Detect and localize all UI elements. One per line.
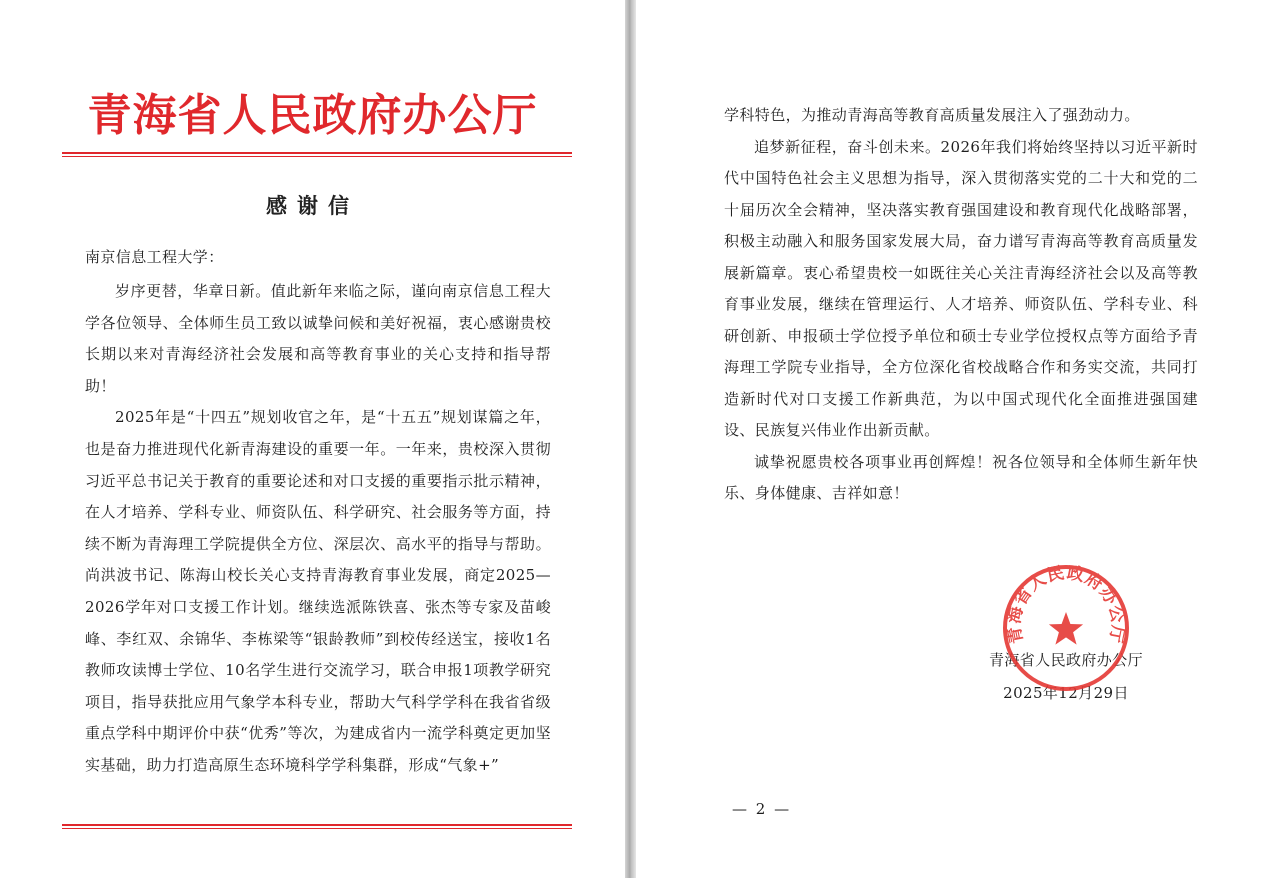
letter-page-2: [636, 0, 1265, 878]
body-paragraph: 学科特色，为推动青海高等教育高质量发展注入了强劲动力。: [724, 106, 1140, 124]
body-paragraph: 2025年是“十四五”规划收官之年，是“十五五”规划谋篇之年，也是奋力推进现代化新青海建设的重要一年。一年来，贵校深入贯彻习近平总书记关于教育的重要论述和对口支援的重要指示批示精神，在人才培养、学科专业、师资队伍、科学研究、社会服务等方面，持续不断为青海理工学院提供全方位、深层次、高水平的指导与帮助。尚洪波书记、陈海山校长关心支持青海教育事业发展，商定2025—2026学年对口支援工作计划。继续选派陈铁喜、张杰等专家及苗峻峰、李红双、余锦华、李栋梁等“银龄教师”到校传经送宝，接收1名教师攻读博士学位、10名学生进行交流学习，联合申报1项教学研究项目，指导获批应用气象学本科专业，帮助大气科学学科在我省省级重点学科中期评价中获“优秀”等次，为建成省内一流学科奠定更加坚实基础，助力打造高原生态环境科学学科集群，形成“气象+”: [85, 408, 551, 774]
letterhead-title: 青海省人民政府办公厅: [87, 90, 538, 141]
seal-text: 青海省人民政府办公厅: [1004, 562, 1128, 646]
letter-body-page-1: [85, 276, 551, 782]
page-number: — 2 —: [732, 800, 792, 818]
official-seal-stamp: [1000, 562, 1132, 694]
footer-divider: [62, 824, 572, 829]
body-paragraph: 岁序更替，华章日新。值此新年来临之际，谨向南京信息工程大学各位领导、全体师生员工致以诚挚问候和美好祝福，衷心感谢贵校长期以来对青海经济社会发展和高等教育事业的关心支持和指导帮助！: [85, 282, 551, 395]
document-title: 感谢信: [266, 193, 359, 218]
letter-body-page-2: [724, 100, 1198, 510]
body-paragraph: 追梦新征程，奋斗创未来。2026年我们将始终坚持以习近平新时代中国特色社会主义思想为指导，深入贯彻落实党的二十大和党的二十届历次全会精神，坚决落实教育强国建设和教育现代化战略部署，积极主动融入和服务国家发展大局，奋力谱写青海高等教育高质量发展新篇章。衷心希望贵校一如既往关心关注青海经济社会以及高等教育事业发展，继续在管理运行、人才培养、师资队伍、学科专业、科研创新、申报硕士学位授予单位和硕士专业学位授权点等方面给予青海理工学院专业指导，全方位深化省校战略合作和务实交流，共同打造新时代对口支援工作新典范，为以中国式现代化全面推进强国建设、民族复兴伟业作出新贡献。: [724, 137, 1198, 439]
signature-organization: 青海省人民政府办公厅: [988, 651, 1143, 669]
letterhead-divider: [62, 152, 572, 157]
body-paragraph: 诚挚祝愿贵校各项事业再创辉煌！祝各位领导和全体师生新年快乐、身体健康、吉祥如意！: [724, 452, 1198, 502]
star-icon: [1049, 612, 1083, 645]
letter-page-1: [0, 0, 625, 878]
salutation: 南京信息工程大学：: [85, 248, 224, 266]
page-gutter: [625, 0, 636, 878]
signature-date: 2025年12月29日: [1003, 684, 1129, 702]
